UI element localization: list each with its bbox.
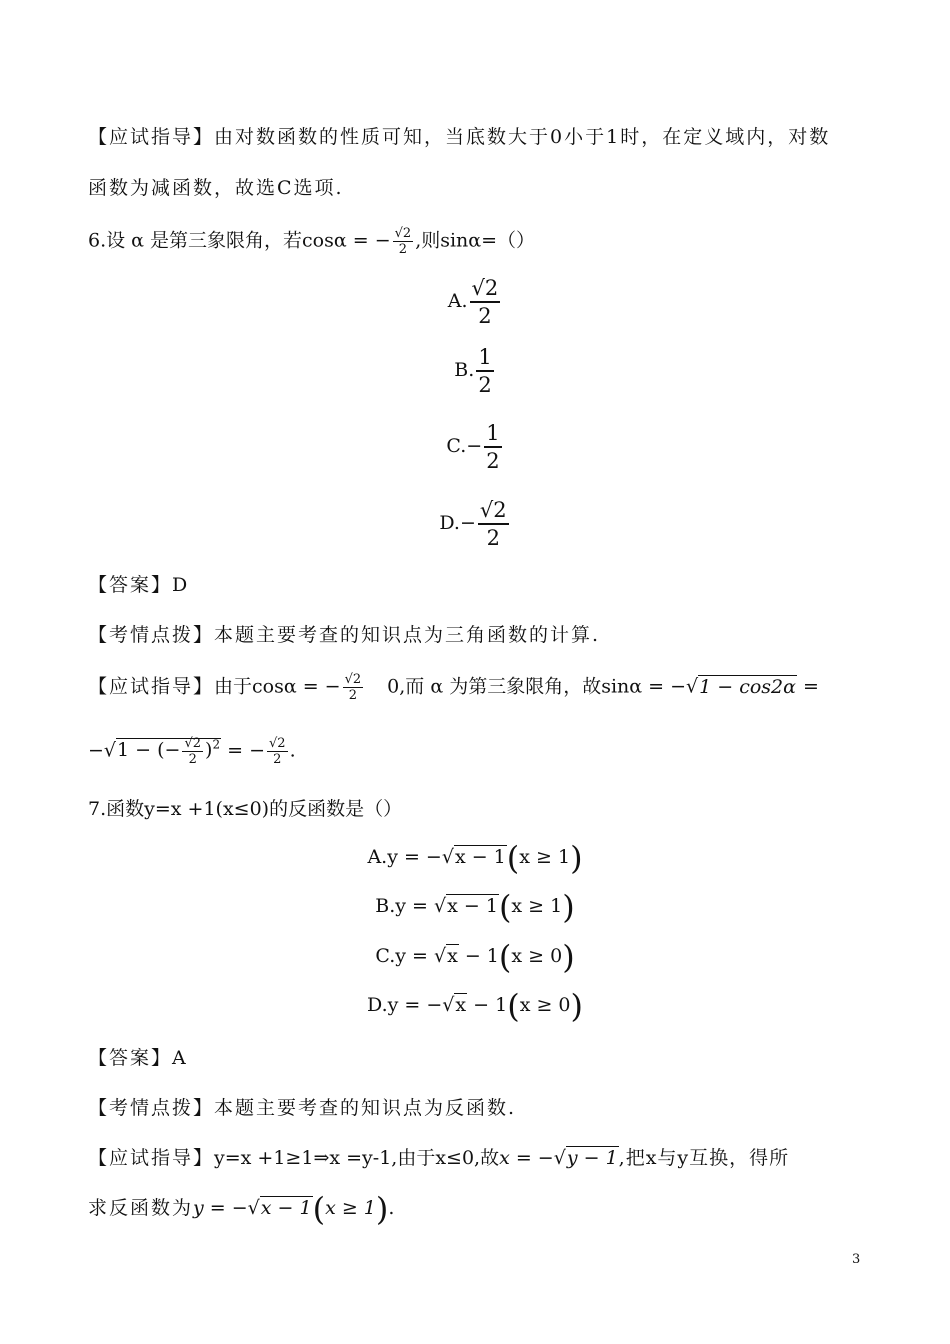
q7-option-a (0, 839, 950, 877)
guide-fraction (267, 736, 288, 767)
guide-text: 求反函数为 (88, 1197, 194, 1219)
fraction-numerator: √2 (184, 735, 202, 751)
guide-text: x = −√ (499, 1147, 566, 1169)
guide-radicand: 1 − cos2α (699, 675, 796, 698)
guide-text: y = −√ (193, 1197, 260, 1219)
fraction-denominator: 2 (398, 242, 408, 257)
q6-option-b (0, 344, 950, 398)
q7-guide-line-2 (88, 1190, 395, 1228)
option-fraction (476, 344, 493, 398)
fraction-numerator: √2 (269, 735, 286, 751)
option-sign: − (459, 512, 476, 534)
option-text: − 1 (467, 994, 508, 1016)
option-text: y = −√ (387, 994, 455, 1016)
option-radicand: x − 1 (454, 846, 506, 868)
option-label: B. (454, 359, 475, 381)
guide-text: . (289, 739, 296, 762)
option-label: A. (447, 290, 468, 312)
q6-option-c (0, 420, 950, 474)
option-radicand: x (447, 945, 458, 967)
guide-text: −√ (88, 739, 117, 762)
open-paren: ( (312, 1190, 326, 1228)
guide-radicand: x − 1 (260, 1197, 312, 1219)
option-text: y = √ (395, 895, 447, 917)
option-label: D. (367, 994, 388, 1016)
option-radicand: x − 1 (447, 895, 498, 917)
guide-text: 由于cosα = − (214, 675, 341, 698)
point-text: 本题主要考查的知识点为三角函数的计算. (214, 624, 601, 646)
option-fraction (470, 275, 501, 329)
answer-value: D (172, 574, 190, 596)
fraction-numerator: 1 (476, 344, 493, 372)
q6-guide-line-2 (88, 732, 296, 767)
fraction-numerator: √2 (478, 497, 509, 525)
close-paren: ) (570, 839, 583, 877)
open-paren: ( (506, 839, 520, 877)
option-sign: − (466, 435, 483, 457)
fraction-numerator: 1 (484, 420, 501, 448)
guide-condition: x ≥ 1 (325, 1197, 376, 1219)
point-text: 本题主要考查的知识点为反函数. (214, 1097, 517, 1119)
q7-stem (88, 796, 402, 822)
option-text: − 1 (458, 945, 499, 967)
fraction-denominator: 2 (188, 751, 197, 767)
answer-label: 【答案】 (88, 1047, 173, 1069)
q7-option-d (0, 987, 950, 1025)
q5-guide-line-2 (88, 175, 344, 201)
q6-point (88, 622, 600, 648)
q7-option-b (0, 888, 950, 926)
close-paren: ) (562, 888, 575, 926)
fraction-denominator: 2 (486, 526, 500, 550)
guide-radicand: y − 1 (566, 1147, 618, 1169)
option-condition: x ≥ 0 (519, 994, 571, 1016)
guide-fraction (182, 736, 203, 767)
guide-label: 【应试指导】 (88, 1147, 215, 1169)
point-label: 【考情点拨】 (88, 1097, 215, 1119)
fraction-numerator: √2 (470, 275, 501, 303)
open-paren: ( (498, 888, 512, 926)
guide-text: ) (205, 739, 213, 762)
q6-option-a (0, 275, 950, 329)
q6-stem-fraction (393, 226, 414, 257)
option-label: C. (446, 435, 467, 457)
option-label: A. (367, 846, 388, 868)
answer-label: 【答案】 (88, 574, 173, 596)
fraction-denominator: 2 (478, 304, 492, 328)
guide-text: 由对数函数的性质可知，当底数大于0小于1时，在定义域内，对数 (214, 126, 831, 148)
fraction-denominator: 2 (478, 373, 492, 397)
option-label: B. (375, 895, 396, 917)
q7-option-c (0, 938, 950, 976)
option-label: C. (375, 945, 396, 967)
option-fraction (484, 420, 501, 474)
page-number: 3 (852, 1252, 861, 1267)
q7-answer (88, 1045, 188, 1071)
q6-option-d (0, 497, 950, 551)
guide-text: 函数为减函数，故选C选项. (88, 177, 344, 199)
fraction-denominator: 2 (348, 688, 358, 703)
q6-stem-suffix: ,则sinα=（） (415, 229, 536, 252)
point-label: 【考情点拨】 (88, 624, 215, 646)
guide-label: 【应试指导】 (88, 126, 215, 148)
fraction-denominator: 2 (486, 449, 500, 473)
option-fraction (478, 497, 509, 551)
q7-stem-text: 7.函数y=x +1(x≤0)的反函数是（） (88, 798, 403, 820)
q7-guide-line-1 (88, 1145, 789, 1171)
q5-guide-line-1 (88, 124, 830, 150)
close-paren: ) (570, 987, 583, 1025)
option-radicand: x (455, 994, 467, 1016)
guide-text: ,把x与y互换，得所 (618, 1147, 790, 1169)
q6-guide-line-1 (88, 672, 819, 703)
option-condition: x ≥ 1 (519, 846, 571, 868)
guide-text: = (796, 675, 819, 698)
guide-text: . (388, 1197, 395, 1219)
fraction-denominator: 2 (273, 751, 282, 767)
q6-stem (88, 226, 535, 257)
option-text: y = √ (395, 945, 447, 967)
answer-value: A (172, 1047, 188, 1069)
option-text: y = −√ (387, 846, 454, 868)
open-paren: ( (498, 938, 512, 976)
option-condition: x ≥ 1 (511, 895, 563, 917)
option-label: D. (439, 512, 460, 534)
guide-fraction (343, 672, 364, 703)
close-paren: ) (562, 938, 575, 976)
guide-label: 【应试指导】 (88, 675, 215, 698)
option-condition: x ≥ 0 (511, 945, 563, 967)
guide-exponent: 2 (212, 738, 221, 752)
guide-text: 1 − (− (117, 739, 181, 762)
q7-point (88, 1095, 516, 1121)
guide-text: = − (221, 739, 265, 762)
fraction-numerator: √2 (344, 672, 362, 687)
guide-radical (116, 735, 221, 767)
close-paren: ) (375, 1190, 389, 1228)
q6-answer (88, 572, 189, 598)
guide-text: 0,而 α 为第三象限角，故sinα = −√ (387, 675, 699, 698)
fraction-numerator: √2 (394, 226, 412, 241)
guide-text: y=x +1≥1⇒x =y-1,由于x≤0,故 (214, 1147, 500, 1169)
open-paren: ( (507, 987, 520, 1025)
q6-stem-prefix: 6.设 α 是第三象限角，若cosα = − (88, 229, 391, 252)
